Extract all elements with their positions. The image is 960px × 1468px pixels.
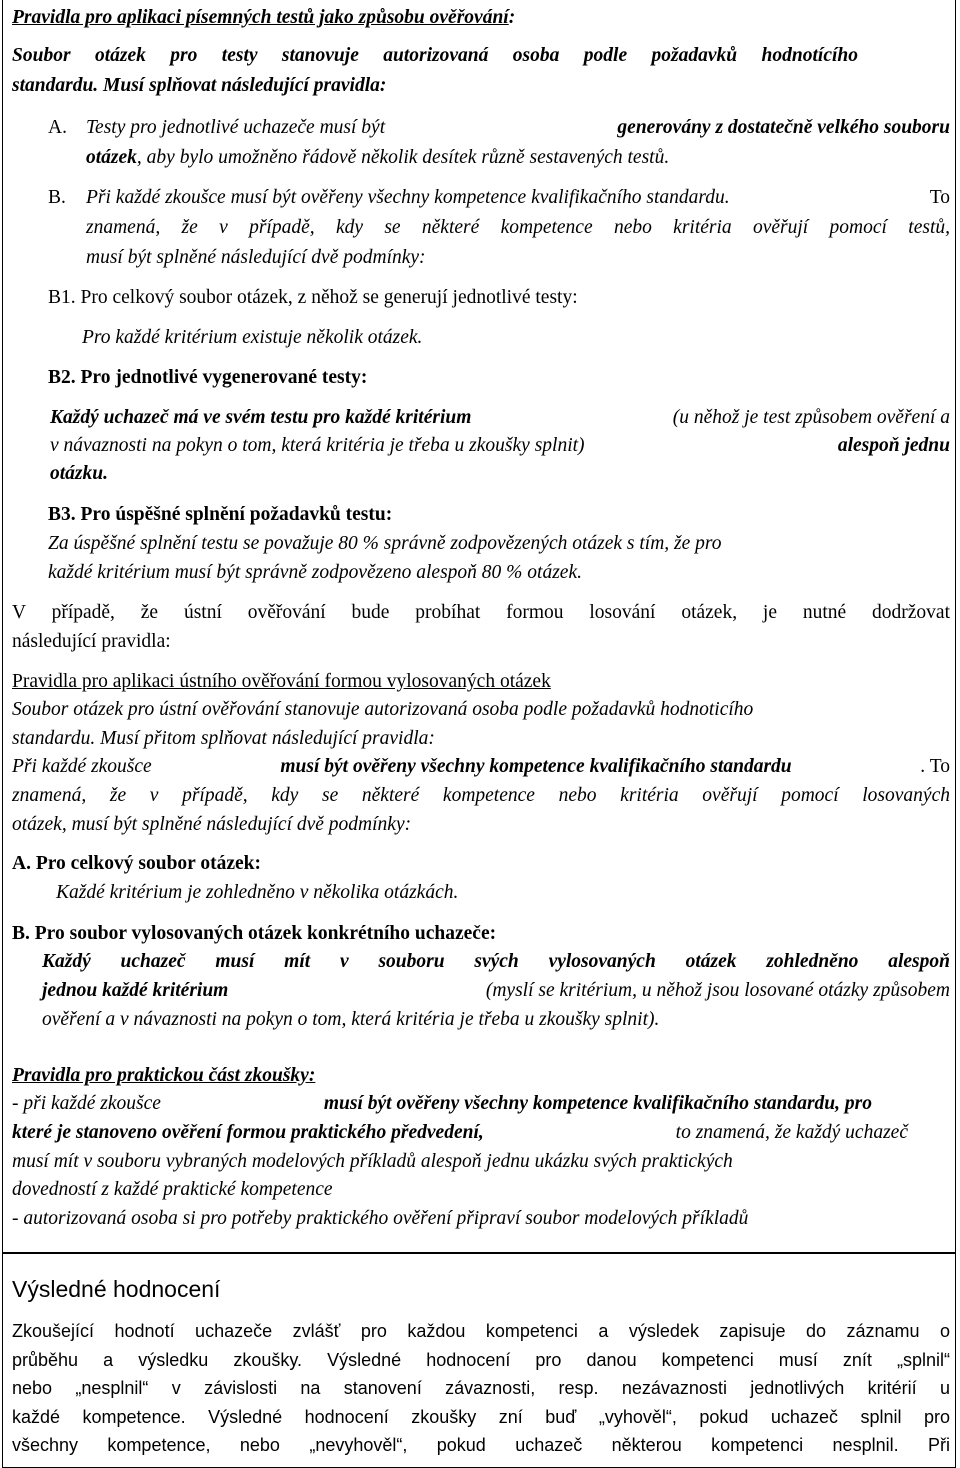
rule-b2: B2. Pro jednotlivé vygenerované testy:: [48, 367, 368, 388]
oral-rules-line-3: Při každé zkoušce musí být ověřeny všechny kompetence kvalifikačního standardu . To: [12, 756, 950, 777]
evaluation-line-2: průběhu a výsledku zkoušky. Výsledné hodnocení pro danou kompetenci musí znít „splnil“: [12, 1350, 950, 1370]
practical-rules-line-3: musí mít v souboru vybraných modelových příkladů alespoň jednu ukázku svých praktických: [12, 1151, 733, 1172]
practical-rules-line-1: - při každé zkoušce musí být ověřeny všechny kompetence kvalifikačního standardu, pro: [12, 1093, 872, 1114]
rule-a-line-2: otázek, aby bylo umožněno řádově několik desítek různě sestavených testů.: [86, 147, 670, 168]
oral-rule-b-line-3: ověření a v návaznosti na pokyn o tom, která kritéria je třeba u zkoušky splnit).: [42, 1009, 660, 1030]
rule-b2-line-3: otázku.: [50, 463, 108, 484]
oral-rules-line-5: otázek, musí být splněné následující dvě podmínky:: [12, 814, 412, 835]
oral-rules-line-1: Soubor otázek pro ústní ověřování stanovuje autorizovaná osoba podle požadavků hodnoticího: [12, 699, 754, 720]
evaluation-line-3: nebo „nesplnil“ v závislosti na stanovení závaznosti, resp. nezávaznosti jednotlivých kritérií u: [12, 1378, 950, 1398]
evaluation-heading: Výsledné hodnocení: [12, 1276, 221, 1302]
oral-rules-line-2: standardu. Musí přitom splňovat následující pravidla:: [12, 728, 435, 749]
rule-a-line-1: Testy pro jednotlivé uchazeče musí být generovány z dostatečně velkého souboru: [86, 117, 950, 138]
evaluation-line-1: Zkoušející hodnotí uchazeče zvlášť pro každou kompetenci a výsledek zapisuje do záznamu o: [12, 1321, 950, 1341]
oral-rule-b-line-2: jednou každé kritérium (myslí se kritérium, u něhož jsou losované otázky způsobem: [42, 980, 950, 1001]
rule-b-label: B.: [48, 187, 66, 208]
oral-rules-line-4: znamená, že v případě, kdy se některé kompetence nebo kritéria ověřují pomocí losovaných: [12, 785, 950, 806]
rule-b-line-2: znamená, že v případě, kdy se některé kompetence nebo kritéria ověřují pomocí testů,: [86, 217, 950, 238]
rule-b2-line-1: Každý uchazeč má ve svém testu pro každé kritérium (u něhož je test způsobem ověření a: [50, 407, 950, 428]
oral-rule-b-line-1: Každý uchazeč musí mít v souboru svých vylosovaných otázek zohledněno alespoň: [42, 951, 950, 972]
practical-rules-line-4: dovedností z každé praktické kompetence: [12, 1179, 333, 1200]
oral-rule-a-sub: Každé kritérium je zohledněno v několika otázkách.: [56, 882, 459, 903]
test-rules-heading: Pravidla pro aplikaci písemných testů jako způsobu ověřování:: [12, 7, 516, 28]
evaluation-line-5: všechny kompetence, nebo „nevyhověl“, pokud uchazeč některou kompetenci nesplnil. Při: [12, 1435, 950, 1455]
rule-b-line-3: musí být splněné následující dvě podmínky:: [86, 247, 426, 268]
oral-rules-heading: Pravidla pro aplikaci ústního ověřování formou vylosovaných otázek: [12, 671, 551, 692]
rule-b3: B3. Pro úspěšné splnění požadavků testu:: [48, 504, 393, 525]
oral-intro-line-2: následující pravidla:: [12, 631, 171, 652]
practical-rules-line-5: - autorizovaná osoba si pro potřeby praktického ověření připraví soubor modelových příkladů: [12, 1208, 749, 1229]
test-rules-intro-1: Soubor otázek pro testy stanovuje autorizovaná osoba podle požadavků hodnotícího: [12, 45, 858, 66]
rule-a-label: A.: [48, 117, 67, 138]
rule-b3-line-2: každé kritérium musí být správně zodpovězeno alespoň 80 % otázek.: [48, 562, 582, 583]
rule-b1: B1. Pro celkový soubor otázek, z něhož se generují jednotlivé testy:: [48, 287, 578, 308]
practical-rules-line-2: které je stanoveno ověření formou praktického předvedení, to znamená, že každý uchazeč: [12, 1122, 908, 1143]
oral-rule-b: B. Pro soubor vylosovaných otázek konkrétního uchazeče:: [12, 923, 497, 944]
rule-b-line-1: Při každé zkoušce musí být ověřeny všechny kompetence kvalifikačního standardu. To: [86, 187, 950, 208]
test-rules-intro-2: standardu. Musí splňovat následující pravidla:: [12, 75, 387, 96]
oral-intro-line-1: V případě, že ústní ověřování bude probíhat formou losování otázek, je nutné dodržovat: [12, 602, 950, 623]
rule-b2-line-2: v návaznosti na pokyn o tom, která kritéria je třeba u zkoušky splnit) alespoň jednu: [50, 435, 950, 456]
practical-rules-heading: Pravidla pro praktickou část zkoušky:: [12, 1065, 316, 1086]
rule-b3-line-1: Za úspěšné splnění testu se považuje 80 % správně zodpovězených otázek s tím, že pro: [48, 533, 722, 554]
evaluation-line-4: každé kompetence. Výsledné hodnocení zkoušky zní buď „vyhověl“, pokud uchazeč splnil pro: [12, 1407, 950, 1427]
rule-b1-sub: Pro každé kritérium existuje několik otázek.: [82, 327, 423, 348]
oral-rule-a: A. Pro celkový soubor otázek:: [12, 853, 261, 874]
